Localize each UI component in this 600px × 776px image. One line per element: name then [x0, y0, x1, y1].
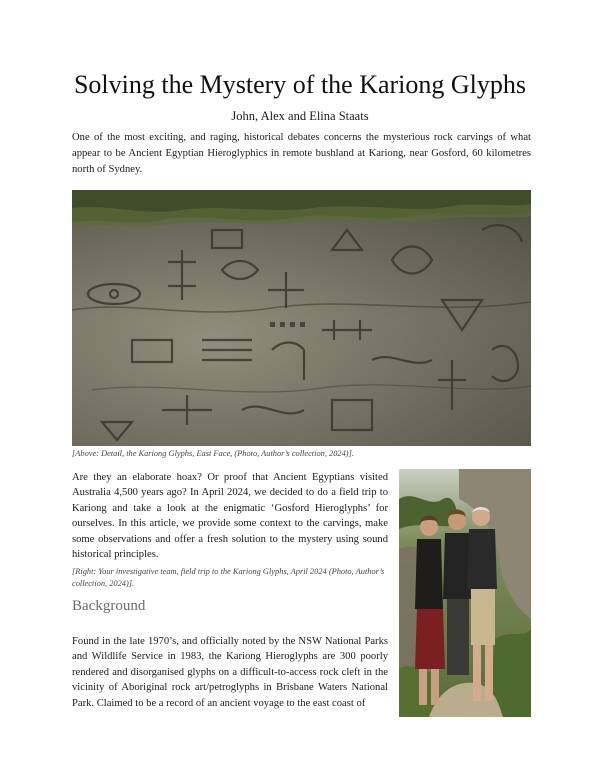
- intro-paragraph: One of the most exciting, and raging, historical debates concerns the mysterious rock carvings of what appear to be Ancient Egyptian Hieroglyphics in remote bushland at Kariong, near Gosford, 60 kilometres north of Sydney.: [72, 132, 531, 175]
- hero-figure-caption: [Above: Detail, the Kariong Glyphs, East Face, (Photo, Author’s collection, 2024)].: [72, 449, 354, 458]
- glyphs-rock-photo: [72, 190, 531, 446]
- article-authors: John, Alex and Elina Staats: [231, 109, 369, 123]
- team-field-trip-photo: [399, 469, 531, 717]
- section-heading-background: Background: [72, 598, 146, 614]
- body-paragraph: Are they an elaborate hoax? Or proof that Ancient Egyptians visited Australia 4,500 years ago? In April 2024, we decided to do a field trip to Kariong and take a look at the enigmatic ‘Gosford Hieroglyphs’ for ourselves. In this article, we provide some context to the carvings, make some observations and offer a fresh solution to the mystery using sound historical principles.: [72, 472, 388, 561]
- background-paragraph: Found in the late 1970’s, and officially noted by the NSW National Parks and Wildlife Service in 1983, the Kariong Hieroglyphs are 300 poorly rendered and disorganised glyphs on a difficult-to-access rock cleft in the vicinity of Aboriginal rock art/petroglyphs in Brisbane Waters National Park. Claimed to be a record of an ancient voyage to the east coast of: [72, 636, 388, 709]
- side-figure-caption: [Right: Your investigative team, field trip to the Kariong Glyphs, April 2024 (Photo, Author’s collection, 2024)].: [72, 567, 385, 588]
- rock-carvings-illustration: [72, 190, 531, 446]
- article-title: Solving the Mystery of the Kariong Glyphs: [73, 70, 527, 99]
- team-photo-illustration: [399, 469, 531, 717]
